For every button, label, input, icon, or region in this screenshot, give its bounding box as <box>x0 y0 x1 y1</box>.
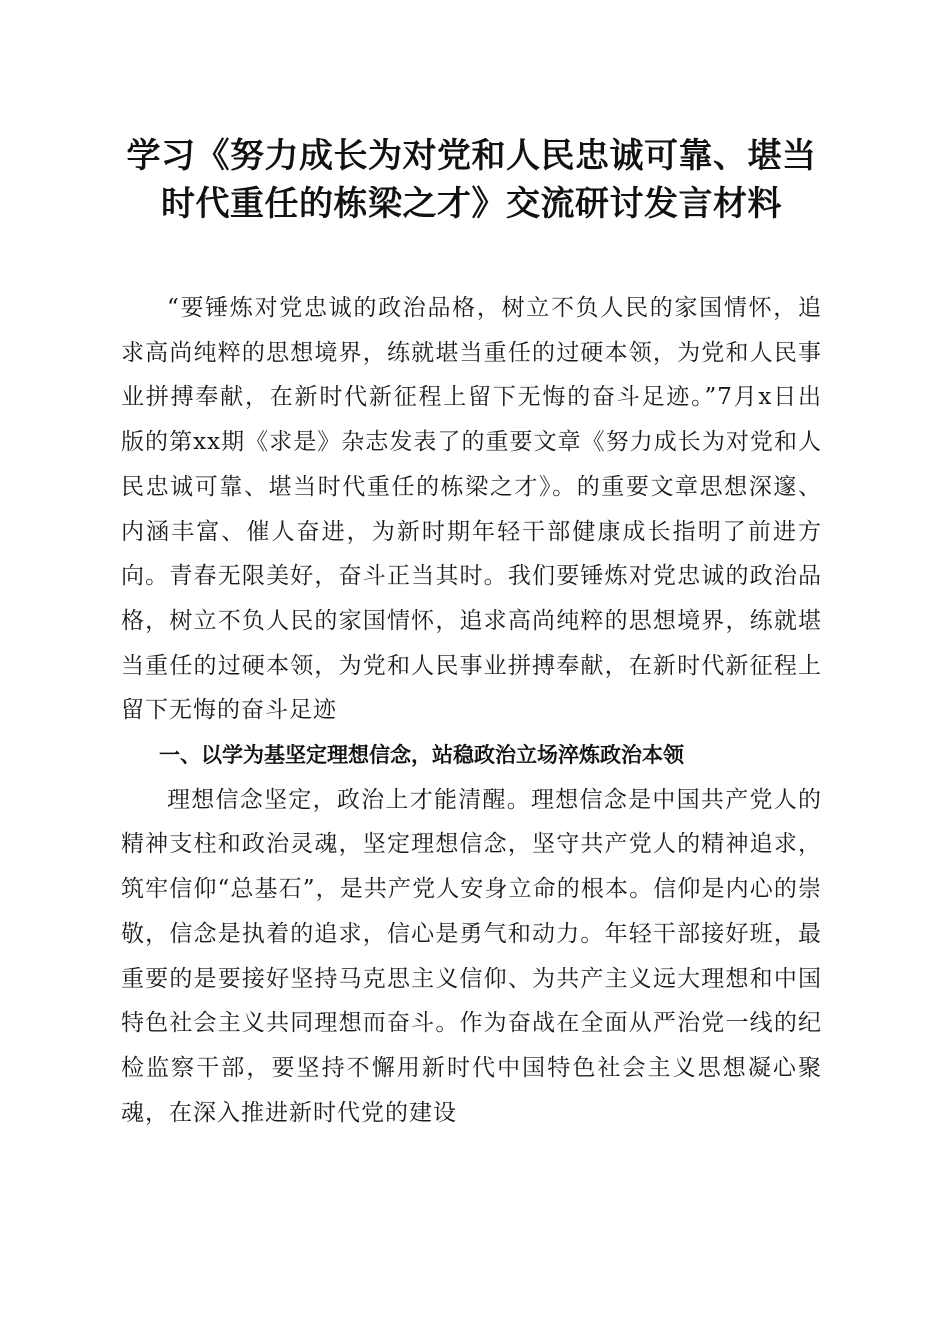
title-line-1: 学习《努力成长为对党和人民忠诚可靠、堪当 <box>126 136 817 176</box>
document-title <box>121 132 822 228</box>
document-body <box>121 286 822 1135</box>
intro-paragraph: “要锤炼对党忠诚的政治品格，树立不负人民的家国情怀，追求高尚纯粹的思想境界，练就堪当重任的过硬本领，为党和人民事业拼搏奉献，在新时代新征程上留下无悔的奋斗足迹。”7月x日出版的第xx期《求是》杂志发表了的重要文章《努力成长为对党和人民忠诚可靠、堪当时代重任的栋梁之才》。的重要文章思想深邃、内涵丰富、催人奋进，为新时期年轻干部健康成长指明了前进方向。青春无限美好，奋斗正当其时。我们要锤炼对党忠诚的政治品格，树立不负人民的家国情怀，追求高尚纯粹的思想境界，练就堪当重任的过硬本领，为党和人民事业拼搏奉献，在新时代新征程上留下无悔的奋斗足迹 <box>121 295 822 724</box>
title-line-2: 时代重任的栋梁之才》交流研讨发言材料 <box>161 184 782 224</box>
section-1-paragraph: 理想信念坚定，政治上才能清醒。理想信念是中国共产党人的精神支柱和政治灵魂，坚定理想信念，坚守共产党人的精神追求，筑牢信仰“总基石”，是共产党人安身立命的根本。信仰是内心的崇敬，信念是执着的追求，信心是勇气和动力。年轻干部接好班，最重要的是要接好坚持马克思主义信仰、为共产主义远大理想和中国特色社会主义共同理想而奋斗。作为奋战在全面从严治党一线的纪检监察干部，要坚持不懈用新时代中国特色社会主义思想凝心聚魂，在深入推进新时代党的建设 <box>121 786 822 1126</box>
section-1-heading: 一、以学为基坚定理想信念，站稳政治立场淬炼政治本领 <box>159 743 684 768</box>
